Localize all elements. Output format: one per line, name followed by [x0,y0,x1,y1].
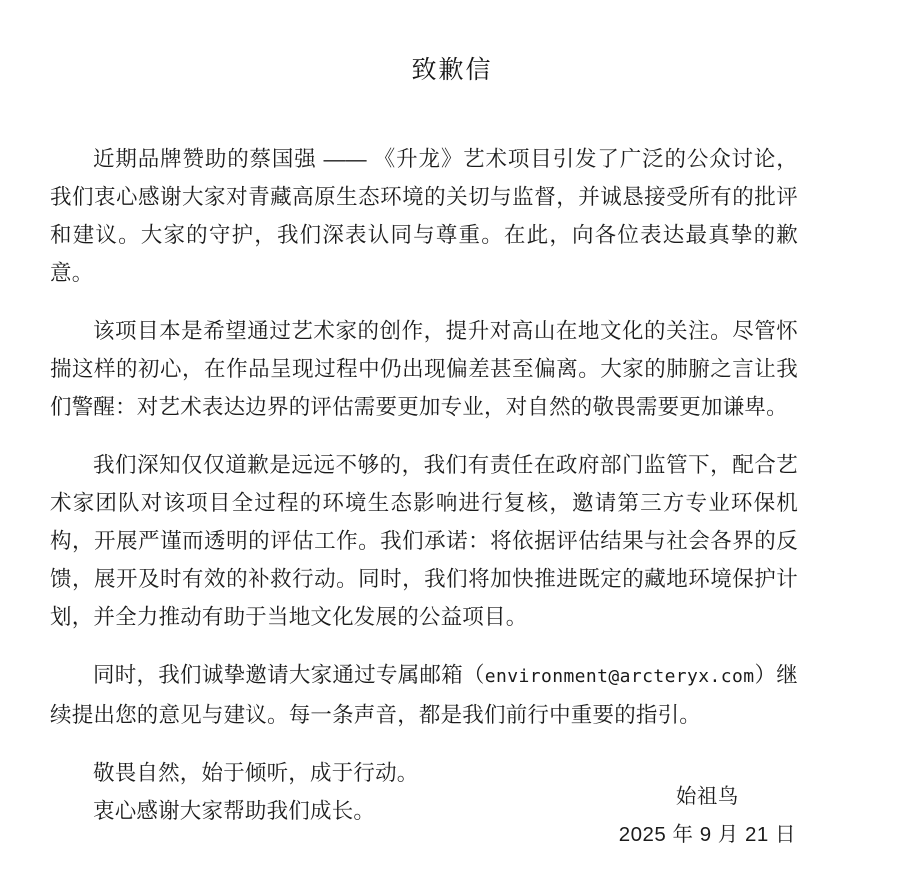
paragraph-1: 近期品牌赞助的蔡国强 —— 《升龙》艺术项目引发了广泛的公众讨论，我们衷心感谢大家对青藏高原生态环境的关切与监督，并诚恳接受所有的批评和建议。大家的守护，我们深表认同与尊重。在此，向各位表达最真挚的歉意。 [50,147,798,285]
page-title: 致歉信 [411,55,493,84]
paragraph-2: 该项目本是希望通过艺术家的创作，提升对高山在地文化的关注。尽管怀揣这样的初心，在作品呈现过程中仍出现偏差甚至偏离。大家的肺腑之言让我们警醒：对艺术表达边界的评估需要更加专业，对自然的敬畏需要更加谦卑。 [50,319,798,419]
letter-body [50,140,798,830]
closing-line-1: 敬畏自然，始于倾听，成于行动。 [93,761,419,785]
closing-line-2: 衷心感谢大家帮助我们成长。 [93,799,376,823]
signature-block [619,778,796,854]
signature-name: 始祖鸟 [675,785,739,808]
paragraph-3: 我们深知仅仅道歉是远远不够的，我们有责任在政府部门监管下，配合艺术家团队对该项目全过程的环境生态影响进行复核，邀请第三方专业环保机构，开展严谨而透明的评估工作。我们承诺：将依据评估结果与社会各界的反馈，展开及时有效的补救行动。同时，我们将加快推进既定的藏地环境保护计划，并全力推动有助于当地文化发展的公益项目。 [50,453,798,629]
contact-email-address: environment@arcteryx.com [484,666,755,687]
contact-text-after-email: ）继续提出您的意见与建议。每一条声音，都是我们前行中重要的指引。 [50,663,798,727]
signature-date: 2025 年 9 月 21 日 [618,823,796,846]
contact-text-before-email: 同时，我们诚挚邀请大家通过专属邮箱（ [93,663,485,687]
paragraph-contact [50,656,798,734]
